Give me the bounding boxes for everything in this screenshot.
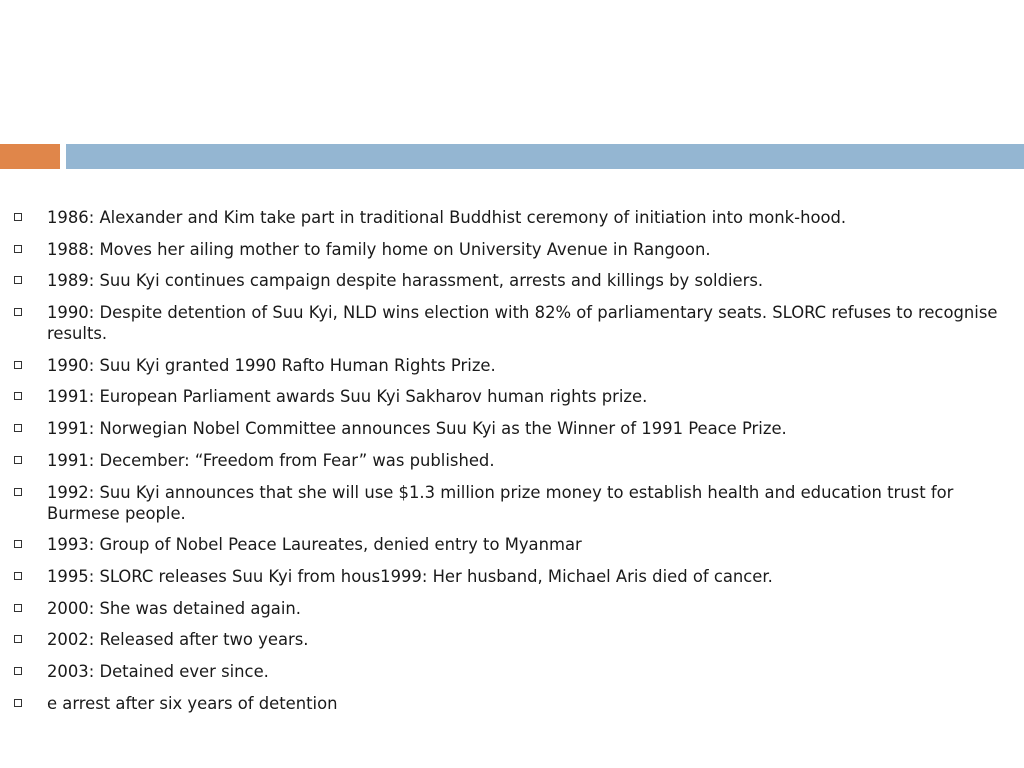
bullet-list — [14, 207, 1010, 724]
bullet-text: 1995: SLORC releases Suu Kyi from hous1999: Her husband, Michael Aris died of cancer. — [47, 566, 773, 586]
list-item — [14, 239, 1010, 260]
square-bullet-icon — [14, 572, 22, 580]
bullet-text: 2003: Detained ever since. — [47, 661, 269, 681]
bullet-text: 2000: She was detained again. — [47, 598, 301, 618]
square-bullet-icon — [14, 245, 22, 253]
square-bullet-icon — [14, 699, 22, 707]
list-item — [14, 534, 1010, 555]
bullet-text: 1991: December: “Freedom from Fear” was published. — [47, 450, 495, 470]
accent-bar-orange — [0, 144, 60, 169]
list-item — [14, 661, 1010, 682]
square-bullet-icon — [14, 308, 22, 316]
square-bullet-icon — [14, 488, 22, 496]
bullet-text: 1991: Norwegian Nobel Committee announces Suu Kyi as the Winner of 1991 Peace Prize. — [47, 419, 787, 439]
bullet-text: 1993: Group of Nobel Peace Laureates, denied entry to Myanmar — [47, 535, 582, 555]
square-bullet-icon — [14, 456, 22, 464]
square-bullet-icon — [14, 604, 22, 612]
list-item — [14, 418, 1010, 439]
list-item — [14, 302, 1010, 344]
square-bullet-icon — [14, 540, 22, 548]
square-bullet-icon — [14, 361, 22, 369]
square-bullet-icon — [14, 213, 22, 221]
list-item — [14, 450, 1010, 471]
bullet-text: e arrest after six years of detention — [47, 693, 338, 713]
list-item — [14, 482, 1010, 524]
list-item — [14, 598, 1010, 619]
bullet-text: 1988: Moves her ailing mother to family home on University Avenue in Rangoon. — [47, 239, 711, 259]
square-bullet-icon — [14, 667, 22, 675]
list-item — [14, 355, 1010, 376]
square-bullet-icon — [14, 424, 22, 432]
bullet-text: 1992: Suu Kyi announces that she will use $1.3 million prize money to establish health and education trust for Burmese people. — [47, 482, 954, 523]
bullet-text: 1991: European Parliament awards Suu Kyi Sakharov human rights prize. — [47, 387, 648, 407]
bullet-text: 1989: Suu Kyi continues campaign despite harassment, arrests and killings by soldiers. — [47, 271, 764, 291]
list-item — [14, 566, 1010, 587]
square-bullet-icon — [14, 276, 22, 284]
bullet-text: 1986: Alexander and Kim take part in traditional Buddhist ceremony of initiation into monk-hood. — [47, 208, 847, 227]
list-item — [14, 207, 1010, 228]
list-item — [14, 386, 1010, 407]
bullet-text: 1990: Despite detention of Suu Kyi, NLD wins election with 82% of parliamentary seats. SLORC refuses to recognise results. — [47, 303, 998, 344]
square-bullet-icon — [14, 635, 22, 643]
list-item — [14, 270, 1010, 291]
bullet-text: 1990: Suu Kyi granted 1990 Rafto Human Rights Prize. — [47, 355, 496, 375]
list-item — [14, 693, 1010, 714]
list-item — [14, 629, 1010, 650]
accent-bar-blue — [66, 144, 1024, 169]
square-bullet-icon — [14, 392, 22, 400]
bullet-text: 2002: Released after two years. — [47, 630, 309, 650]
